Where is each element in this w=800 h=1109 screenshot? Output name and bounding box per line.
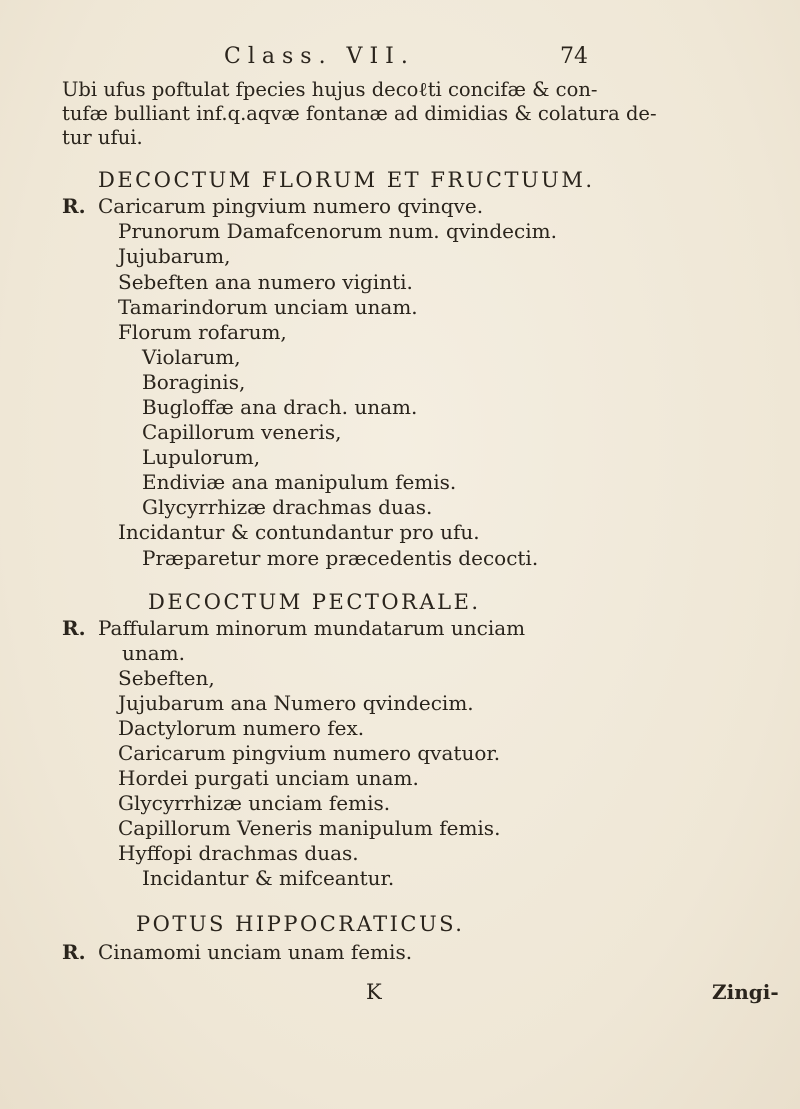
intro-line: Ubi ufus poftulat fpecies hujus decoℓti concifæ & con-: [62, 78, 598, 101]
recipe-symbol: R.: [62, 616, 86, 640]
ingredient-line: Prunorum Damafcenorum num. qvindecim.: [118, 219, 557, 243]
ingredient-line: Dactylorum numero fex.: [118, 716, 365, 740]
ingredient-line: Caricarum pingvium numero qvinqve.: [98, 194, 484, 218]
ingredient-line: Capillorum Veneris manipulum femis.: [118, 816, 501, 840]
intro-line: tufæ bulliant inf.q.aqvæ fontanæ ad dimidias & colatura de-: [62, 102, 657, 125]
catchword: Zingi-: [712, 980, 779, 1004]
ingredient-line: Cinamomi unciam unam femis.: [98, 940, 413, 964]
ingredient-line: Endiviæ ana manipulum femis.: [142, 470, 457, 494]
ingredient-line: Caricarum pingvium numero qvatuor.: [118, 741, 501, 765]
ingredient-line: Tamarindorum unciam unam.: [118, 295, 418, 319]
ingredient-line: Florum rofarum,: [118, 320, 287, 344]
ingredient-line: Boraginis,: [142, 370, 246, 394]
intro-line: tur ufui.: [62, 126, 143, 149]
ingredient-line: Violarum,: [142, 345, 241, 369]
instruction-line: Præparetur more præcedentis decocti.: [142, 546, 539, 570]
ingredient-line: Glycyrrhizæ unciam femis.: [118, 791, 391, 815]
signature-mark: K: [366, 980, 382, 1004]
ingredient-line: Lupulorum,: [142, 445, 261, 469]
ingredient-line: Hyffopi drachmas duas.: [118, 841, 359, 865]
ingredient-line: Sebeften ana numero viginti.: [118, 270, 413, 294]
ingredient-line: Jujubarum ana Numero qvindecim.: [118, 691, 474, 715]
recipe-symbol: R.: [62, 940, 86, 964]
instruction-line: Incidantur & mifceantur.: [142, 866, 395, 890]
ingredient-line: Paffularum minorum mundatarum unciam: [98, 616, 526, 640]
ingredient-line: unam.: [122, 641, 186, 665]
page-number: 74: [560, 44, 588, 69]
ingredient-line: Bugloffæ ana drach. unam.: [142, 395, 418, 419]
ingredient-line: Jujubarum,: [118, 244, 231, 268]
ingredient-line: Hordei purgati unciam unam.: [118, 766, 419, 790]
instruction-line: Incidantur & contundantur pro ufu.: [118, 520, 480, 544]
section-title: POTUS HIPPOCRATICUS.: [136, 912, 465, 936]
section-title: DECOCTUM PECTORALE.: [148, 590, 481, 614]
ingredient-line: Sebeften,: [118, 666, 215, 690]
recipe-symbol: R.: [62, 194, 86, 218]
class-label: Class. VII.: [224, 44, 415, 69]
running-header: [0, 44, 800, 74]
ingredient-line: Capillorum veneris,: [142, 420, 342, 444]
section-title: DECOCTUM FLORUM ET FRUCTUUM.: [98, 168, 595, 192]
ingredient-line: Glycyrrhizæ drachmas duas.: [142, 495, 433, 519]
